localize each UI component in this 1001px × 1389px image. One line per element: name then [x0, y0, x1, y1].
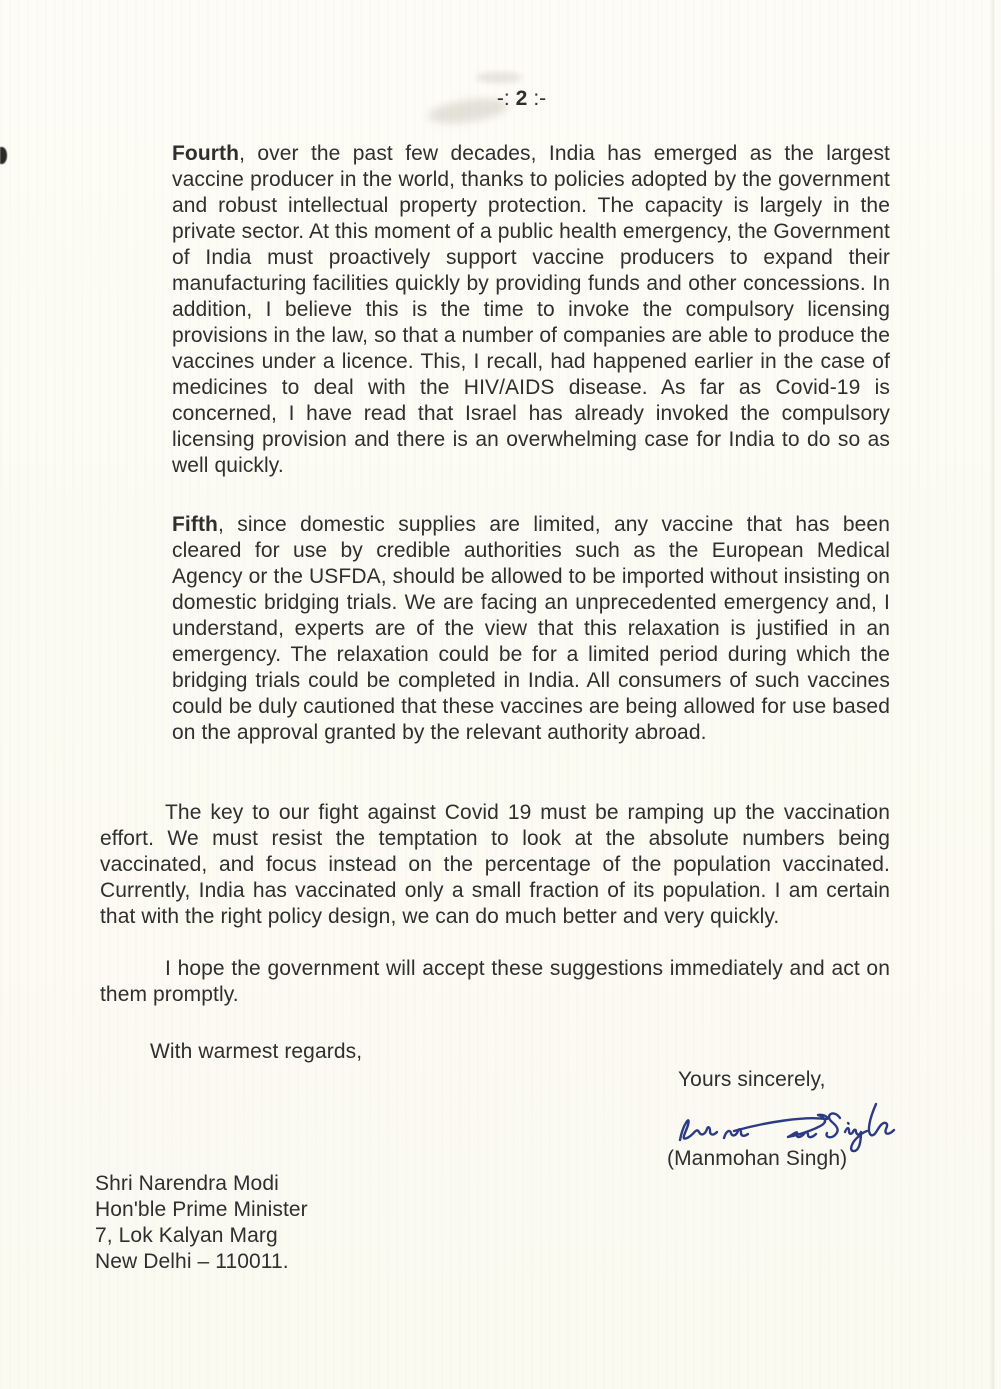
paragraph-fourth-lead: Fourth [172, 142, 240, 165]
recipient-street: 7, Lok Kalyan Marg [95, 1224, 278, 1247]
recipient-name: Shri Narendra Modi [95, 1172, 279, 1195]
scan-smudge [476, 72, 522, 83]
paragraph-vaccination-effort-text: The key to our fight against Covid 19 must be ramping up the vaccination effort. We must resist the temptation to look at the absolute numbers being vaccinated, and focus instead on the percentage of the population vaccinated. Currently, India has vaccinated only a small fraction of its population. I am certain that with the right policy design, we can do much better and very quickly. [100, 801, 890, 928]
page-number-header [0, 86, 1001, 112]
closing-sincerely: Yours sincerely, [678, 1068, 826, 1091]
recipient-city: New Delhi – 110011. [95, 1250, 289, 1273]
page-number: 2 [515, 87, 528, 110]
paragraph-fifth [172, 512, 890, 746]
paragraph-hope [100, 956, 890, 1008]
page-number-suffix: :- [533, 87, 547, 110]
paragraph-fifth-lead: Fifth [172, 513, 218, 536]
scan-edge-line [990, 0, 1001, 1389]
page-number-prefix: -: [496, 87, 510, 110]
signed-name: (Manmohan Singh) [667, 1147, 848, 1170]
paragraph-vaccination-effort [100, 800, 890, 930]
paragraph-fourth [172, 141, 890, 479]
paragraph-fifth-text: , since domestic supplies are limited, any vaccine that has been cleared for use by credible authorities such as the European Medical Agency or the USFDA, should be allowed to be imported without insisting on domestic bridging trials. We are facing an unprecedented emergency and, I understand, experts are of the view that this relaxation is justified in an emergency. The relaxation could be for a limited period during which the bridging trials could be completed in India. All consumers of such vaccines could be duly cautioned that these vaccines are being allowed for use based on the approval granted by the relevant authority abroad. [172, 513, 890, 744]
paragraph-hope-text: I hope the government will accept these suggestions immediately and act on them promptly. [100, 957, 890, 1006]
recipient-title: Hon'ble Prime Minister [95, 1198, 308, 1221]
scan-edge-mark [0, 147, 7, 164]
recipient-address [95, 1171, 308, 1275]
paragraph-fourth-text: , over the past few decades, India has emerged as the largest vaccine producer in the world, thanks to policies adopted by the government and robust intellectual property protection. The capacity is largely in the private sector. At this moment of a public health emergency, the Government of India must proactively support vaccine producers to expand their manufacturing facilities quickly by providing funds and other concessions. In addition, I believe this is the time to invoke the compulsory licensing provisions in the law, so that a number of companies are able to produce the vaccines under a licence. This, I recall, had happened earlier in the case of medicines to deal with the HIV/AIDS disease. As far as Covid-19 is concerned, I have read that Israel has already invoked the compulsory licensing provision and there is an overwhelming case for India to do so as well quickly. [172, 142, 890, 477]
closing-regards: With warmest regards, [150, 1040, 363, 1063]
